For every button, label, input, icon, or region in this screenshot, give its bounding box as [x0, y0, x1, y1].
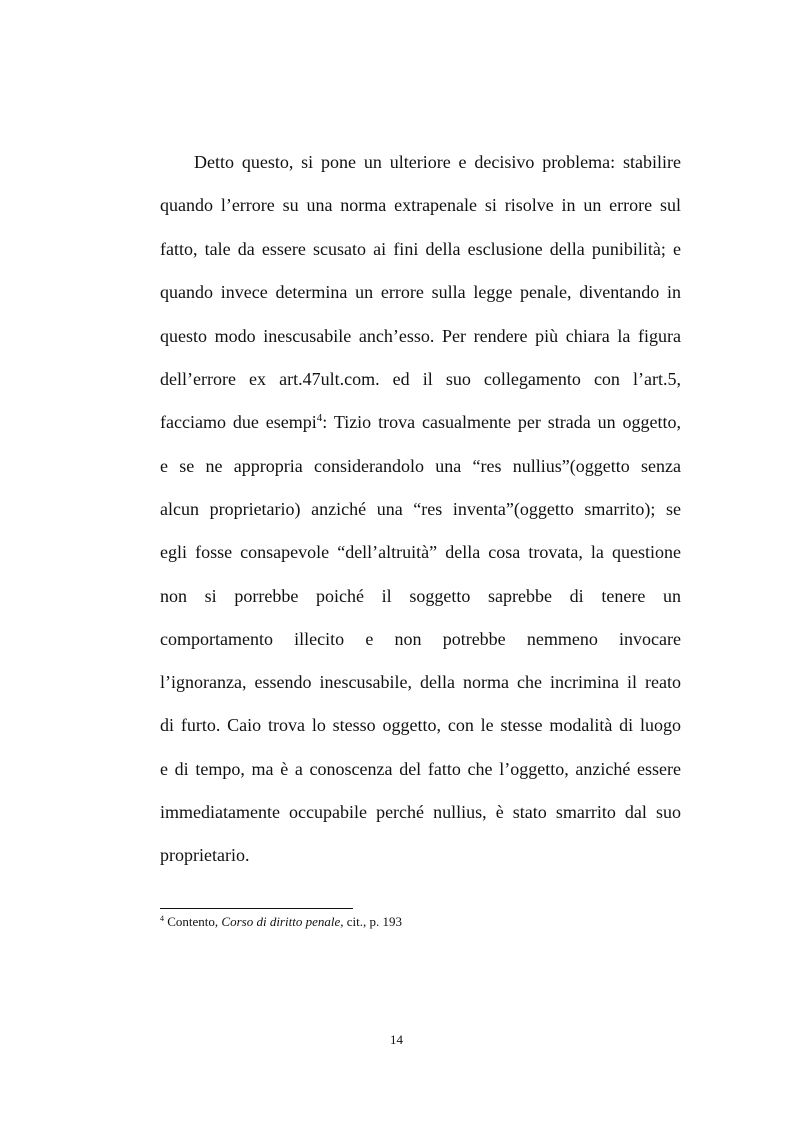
footnote-reference: 4: [316, 412, 323, 424]
paragraph-line: immediatamente occupabile perché nullius, è stato smarrito dal suo: [160, 802, 681, 822]
paragraph-line: alcun proprietario) anziché una “res inventa”(oggetto smarrito); se: [160, 499, 681, 519]
footnote-title: Corso di diritto penale,: [221, 914, 344, 929]
paragraph-line: l’ignoranza, essendo inescusabile, della norma che incrimina il reato: [160, 672, 681, 692]
paragraph-line: questo modo inescusabile anch’esso. Per rendere più chiara la figura: [160, 326, 681, 346]
paragraph-line: e di tempo, ma è a conoscenza del fatto che l’oggetto, anziché essere: [160, 759, 681, 779]
paragraph-line: non si porrebbe poiché il soggetto saprebbe di tenere un: [160, 586, 681, 606]
text-before-ref: facciamo due esempi: [160, 412, 317, 432]
footnote-author: Contento,: [164, 914, 222, 929]
page-number: 14: [390, 1032, 403, 1047]
paragraph-line: Detto questo, si pone un ulteriore e decisivo problema: stabilire: [194, 152, 681, 172]
footnote-number: 4: [160, 914, 164, 923]
paragraph-line: di furto. Caio trova lo stesso oggetto, con le stesse modalità di luogo: [160, 715, 681, 735]
footnote-rest: cit., p. 193: [343, 914, 402, 929]
paragraph-line: quando invece determina un errore sulla legge penale, diventando in: [160, 282, 681, 302]
paragraph-line: fatto, tale da essere scusato ai fini della esclusione della punibilità; e: [160, 239, 681, 259]
paragraph-line: quando l’errore su una norma extrapenale si risolve in un errore sul: [160, 195, 681, 215]
paragraph-line: comportamento illecito e non potrebbe nemmeno invocare: [160, 629, 681, 649]
paragraph-line-with-footnote-ref: [160, 411, 681, 433]
paragraph-line: proprietario.: [160, 845, 250, 865]
footnote: [160, 914, 402, 930]
text-after-ref: : Tizio trova casualmente per strada un oggetto,: [322, 412, 682, 432]
paragraph-line: e se ne appropria considerandolo una “res nullius”(oggetto senza: [160, 456, 681, 476]
footnote-separator: [160, 908, 353, 909]
paragraph-line: egli fosse consapevole “dell’altruità” della cosa trovata, la questione: [160, 542, 681, 562]
paragraph-line: dell’errore ex art.47ult.com. ed il suo collegamento con l’art.5,: [160, 369, 681, 389]
